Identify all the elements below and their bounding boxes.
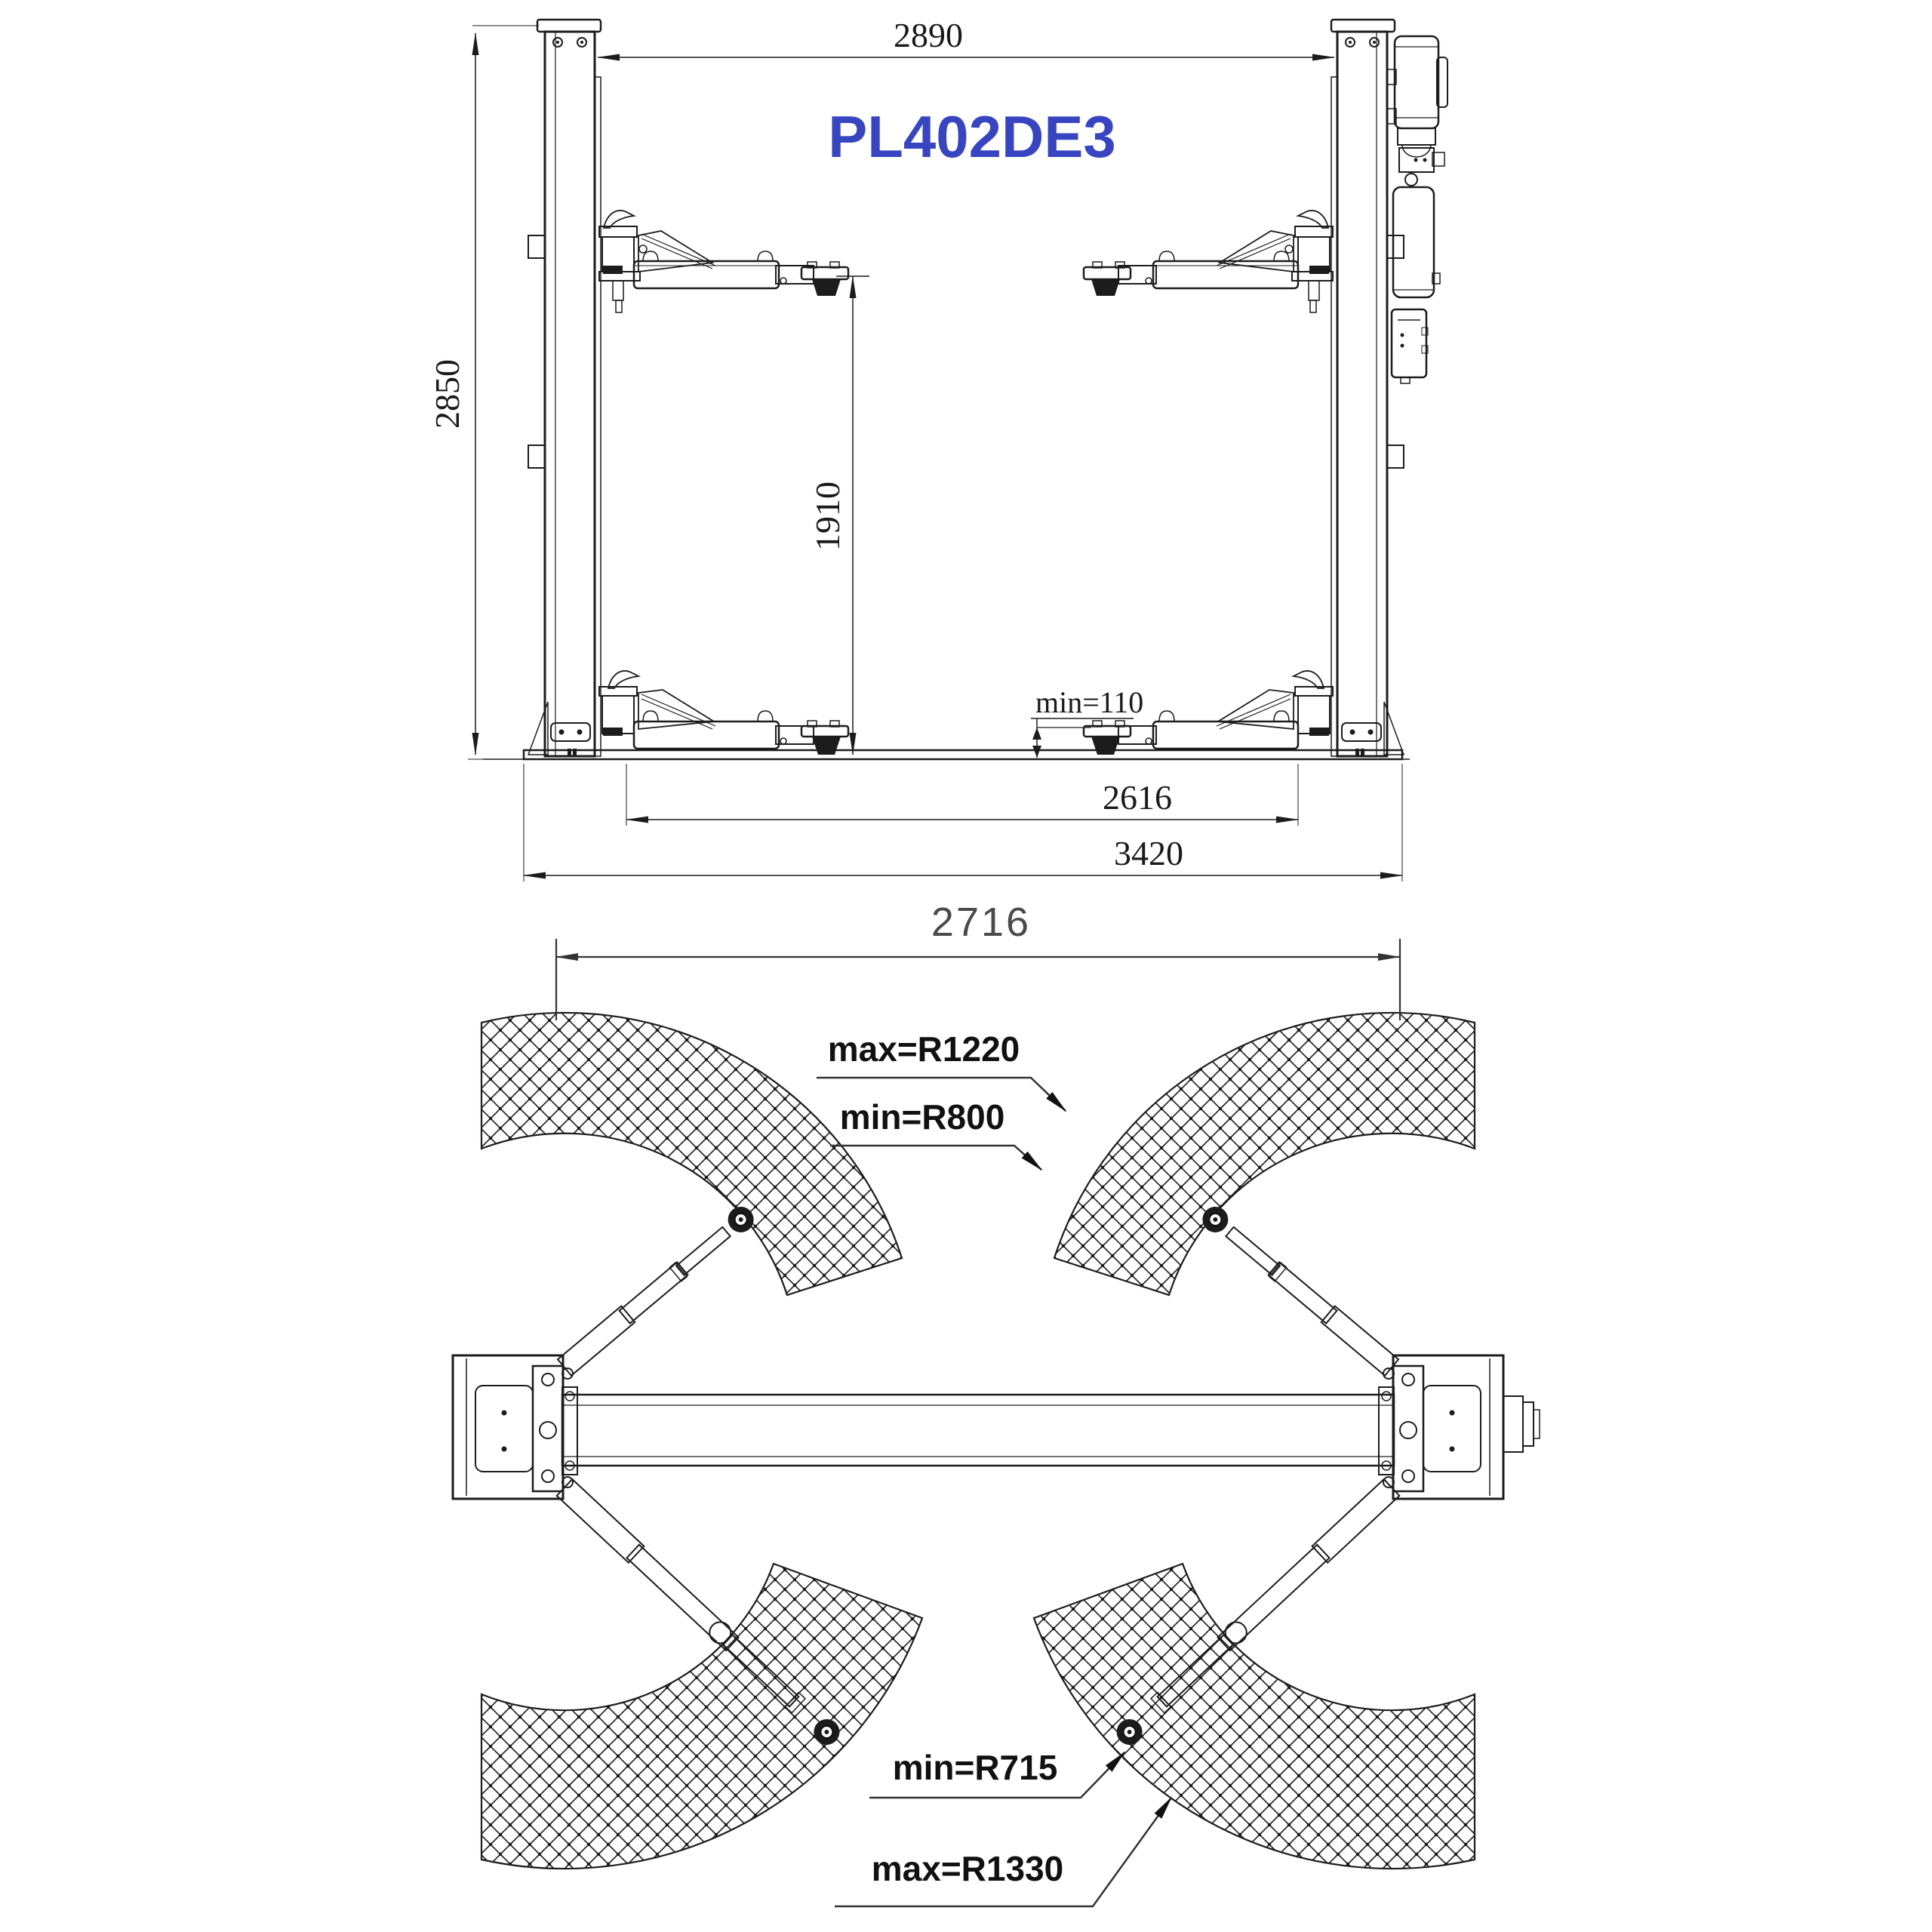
dim-plan-overall-width [556,900,1400,1020]
dim-overall-height-text: 2850 [428,359,466,429]
lift-post [528,20,601,756]
label-rear-arm-min [869,1748,1124,1798]
dim-base-plate-width [524,764,1402,881]
hydraulic-power-unit [1387,36,1447,383]
label-front-arm-min [830,1097,1041,1170]
control-box [1392,309,1428,383]
dim-overall-width-text: 2890 [894,16,963,54]
label-front-arm-max-text: max=R1220 [827,1029,1020,1069]
motor [1395,36,1447,128]
label-rear-arm-max-text: max=R1330 [871,1849,1064,1888]
dim-arm-inner-span [626,764,1298,826]
pump [1398,128,1444,186]
dim-lift-height-text: 1910 [808,481,847,551]
dim-pad-min-height [1031,685,1143,758]
left-post-assembly [528,20,848,756]
label-front-arm-min-text: min=R800 [839,1097,1005,1137]
plan-view [453,900,1540,1906]
post-baseplate-plan [453,1355,577,1499]
base-plate [483,750,1410,759]
label-rear-arm-max [835,1798,1171,1906]
arm-sweep-sectors-left [481,1013,922,1869]
front-arm-plan [556,1201,759,1377]
power-unit-plan [1503,1396,1540,1452]
dim-plan-overall-width-text: 2716 [931,900,1032,945]
oil-tank [1393,187,1440,297]
label-rear-arm-min-text: min=R715 [892,1748,1058,1787]
dim-base-plate-width-text: 3420 [1114,834,1183,872]
rear-left-sweep-sector [481,1564,922,1869]
dim-lift-height [808,276,869,755]
model-label: PL402DE3 [828,103,1116,170]
lower-swing-arm [599,671,848,755]
dim-pad-min-height-text: min=110 [1035,685,1144,719]
front-view [428,16,1447,881]
dim-arm-inner-span-text: 2616 [1103,778,1172,817]
dim-overall-height [428,26,539,759]
dim-overall-width [598,16,1334,57]
floor-beam [562,1395,1394,1466]
upper-swing-arm [599,211,848,312]
